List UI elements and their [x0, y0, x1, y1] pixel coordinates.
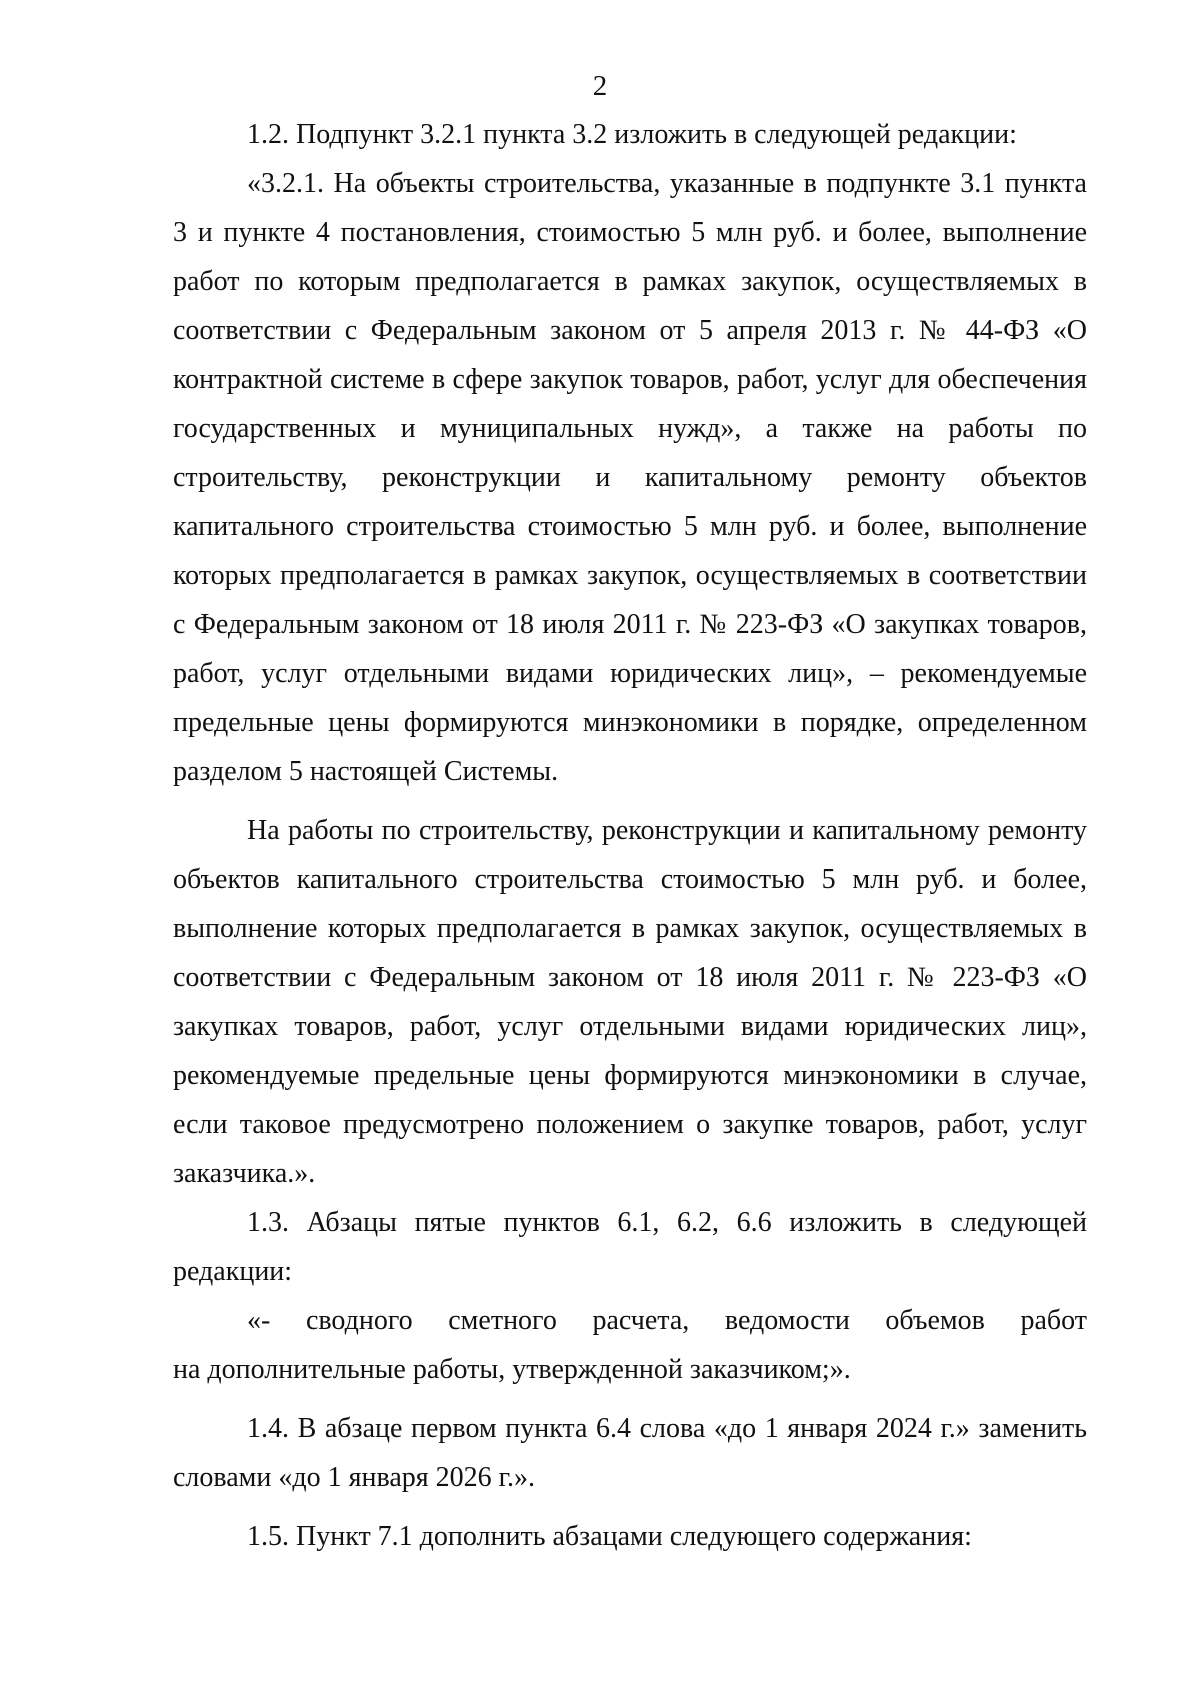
paragraph-1-4: 1.4. В абзаце первом пункта 6.4 слова «до 1 января 2024 г.» заменить словами «до 1 января 2026 г.».	[173, 1413, 1087, 1493]
paragraph-3-2-1: «3.2.1. На объекты строительства, указанные в подпункте 3.1 пункта 3 и пункте 4 постановления, стоимостью 5 млн руб. и более, выполнение работ по которым предполагается в рамках закупок, осуществляемых в соответствии с Федеральным законом от 5 апреля 2013 г. № 44-ФЗ «О контрактной системе в сфере закупок товаров, работ, услуг для обеспечения государственных и муниципальных нужд», а также на работы по строительству, реконструкции и капитальному ремонту объектов капитального строительства стоимостью 5 млн руб. и более, выполнение которых предполагается в рамках закупок, осуществляемых в соответствии с Федеральным законом от 18 июля 2011 г. № 223-ФЗ «О закупках товаров, работ, услуг отдельными видами юридических лиц», – рекомендуемые предельные цены формируются минэкономики в порядке, определенном разделом 5 настоящей Системы.	[173, 168, 1087, 787]
page-number: 2	[592, 70, 608, 102]
document-body	[173, 110, 1087, 1561]
paragraph-1-5: 1.5. Пункт 7.1 дополнить абзацами следующего содержания:	[247, 1521, 972, 1552]
paragraph-works-223fz: На работы по строительству, реконструкции и капитальному ремонту объектов капитального строительства стоимостью 5 млн руб. и более, выполнение которых предполагается в рамках закупок, осуществляемых в соответствии с Федеральным законом от 18 июля 2011 г. № 223-ФЗ «О закупках товаров, работ, услуг отдельными видами юридических лиц», рекомендуемые предельные цены формируются минэкономики в случае, если таковое предусмотрено положением о закупке товаров, работ, услуг заказчика.».	[173, 815, 1087, 1189]
paragraph-1-2: 1.2. Подпункт 3.2.1 пункта 3.2 изложить в следующей редакции:	[247, 119, 1017, 150]
paragraph-quote-line-2: на дополнительные работы, утвержденной заказчиком;».	[173, 1354, 851, 1385]
paragraph-1-3: 1.3. Абзацы пятые пунктов 6.1, 6.2, 6.6 изложить в следующей редакции:	[173, 1207, 1087, 1287]
paragraph-quote-line-1: «- сводного сметного расчета, ведомости объемов работ	[247, 1305, 1087, 1336]
